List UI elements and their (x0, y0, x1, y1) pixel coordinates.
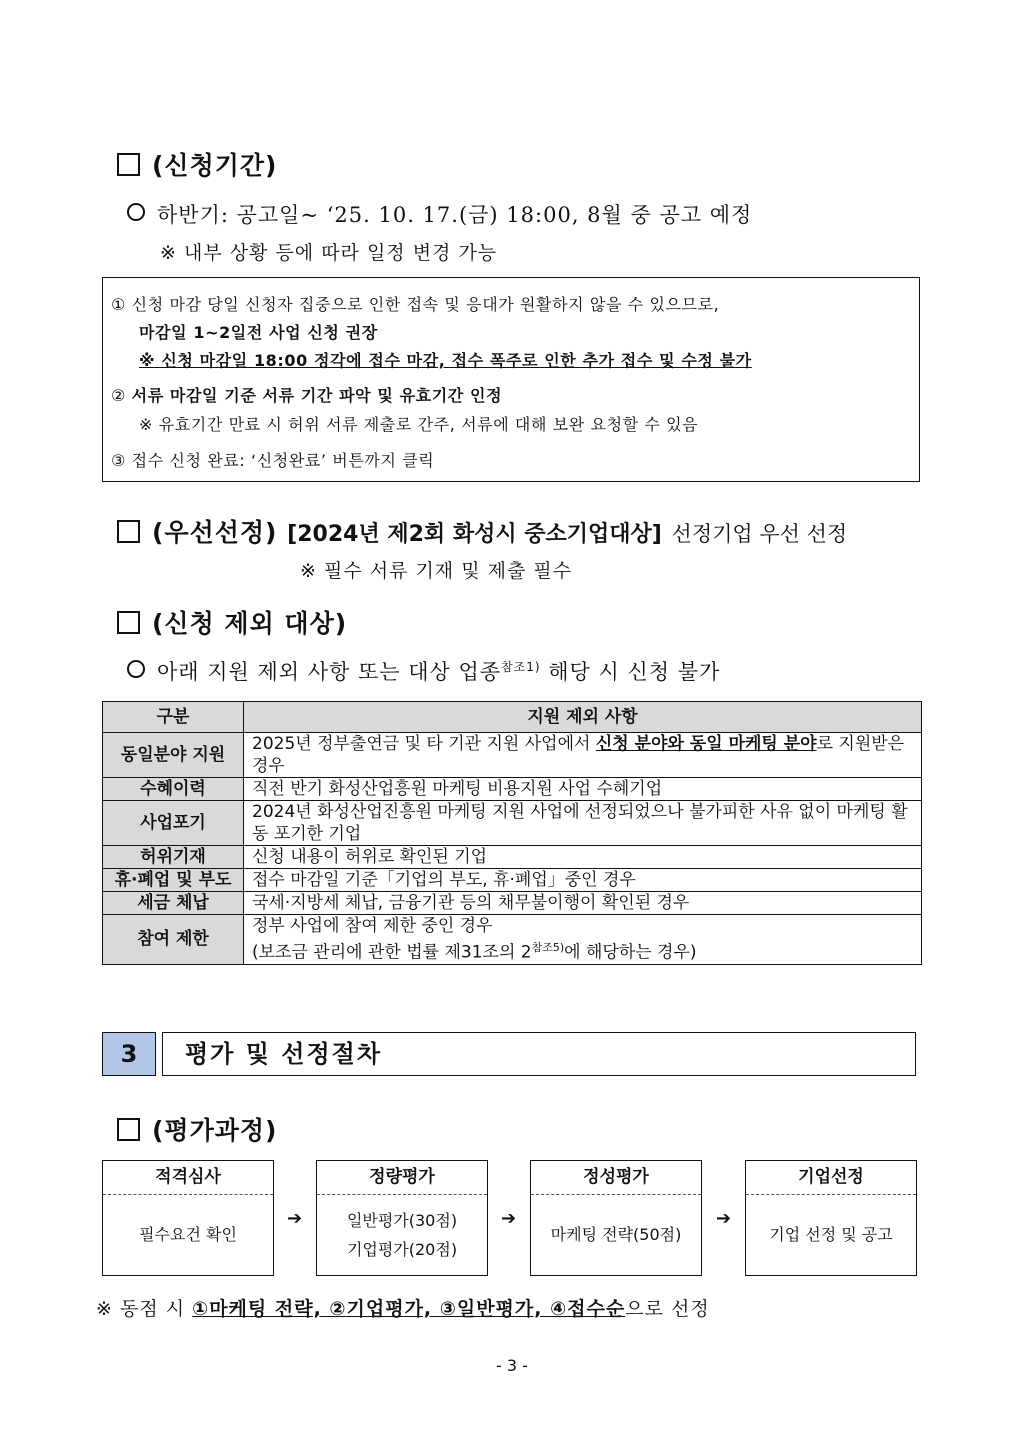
period-line: 하반기: 공고일~ ‘25. 10. 17.(금) 18:00, 8월 중 공고 예정 (127, 199, 752, 229)
row-category: 세금 체납 (103, 892, 244, 915)
heading-evaluation-process: (평가과정) (117, 1111, 277, 1147)
notice-item-1-bold: 마감일 1~2일전 사업 신청 권장 (139, 323, 378, 342)
checkbox-square-icon (117, 520, 140, 543)
heading-priority-selection: (우선선정) [2024년 제2회 화성시 중소기업대상] 선정기업 우선 선정 (117, 513, 847, 549)
notice-item-2-note: ※ 유효기간 만료 시 허위 서류 제출로 간주, 서류에 대해 보완 요청할 수 있음 (139, 415, 699, 434)
table-row (103, 869, 922, 892)
row-detail: 신청 내용이 허위로 확인된 기업 (244, 846, 922, 869)
checkbox-square-icon (117, 1118, 140, 1141)
row-detail: 정부 사업에 참여 제한 중인 경우 (보조금 관리에 관한 법률 제31조의 $2^{참조5)}$에 해당하는 경우) (244, 915, 922, 965)
page-number: - 3 - (496, 1356, 528, 1375)
table-header-detail: 지원 제외 사항 (244, 702, 922, 733)
row-detail: 접수 마감일 기준「기업의 부도, 휴·폐업」중인 경우 (244, 869, 922, 892)
row-category: 동일분야 지원 (103, 733, 244, 778)
arrow-right-icon: ➔ (501, 1208, 517, 1229)
row-detail: 직전 반기 화성산업흥원 마케팅 비용지원 사업 수혜기업 (244, 778, 922, 801)
section-number: 3 (102, 1032, 156, 1076)
row-category: 참여 제한 (103, 915, 244, 965)
row-detail: 국세·지방세 체납, 금융기관 등의 채무불이행이 확인된 경우 (244, 892, 922, 915)
step-detail: 기업 선정 및 공고 (769, 1225, 893, 1244)
tie-break-note: ※ 동점 시 ①마케팅 전략, ②기업평가, ③일반평가, ④접수순으로 선정 (96, 1298, 710, 1320)
step-title: 기업선정 (746, 1161, 916, 1195)
step-title: 적격심사 (103, 1161, 273, 1195)
exclusion-table (102, 701, 922, 965)
step-title: 정량평가 (317, 1161, 487, 1195)
step-detail: 필수요건 확인 (139, 1225, 237, 1244)
step-detail: 기업평가(20점) (346, 1239, 458, 1259)
arrow-right-icon: ➔ (287, 1208, 303, 1229)
process-step-quantitative (316, 1160, 488, 1276)
step-title: 정성평가 (531, 1161, 701, 1195)
checkbox-square-icon (117, 153, 140, 176)
table-row (103, 915, 922, 965)
row-detail: 2025년 정부출연금 및 타 기관 지원 사업에서 신청 분야와 동일 마케팅 분야로 지원받은 경우 (244, 733, 922, 778)
notice-box (102, 277, 920, 482)
process-step-selection (745, 1160, 917, 1276)
arrow-right-icon: ➔ (716, 1208, 732, 1229)
step-detail: 마케팅 전략(50점) (550, 1225, 682, 1244)
table-row (103, 778, 922, 801)
process-step-eligibility (102, 1160, 274, 1276)
hollow-circle-bullet-icon (127, 203, 145, 221)
section-title: 평가 및 선정절차 (162, 1032, 916, 1076)
priority-note: ※ 필수 서류 기재 및 제출 필수 (300, 560, 573, 582)
row-category: 휴·폐업 및 부도 (103, 869, 244, 892)
period-note: ※ 내부 상황 등에 따라 일정 변경 가능 (160, 242, 498, 264)
heading-application-period: (신청기간) (117, 146, 277, 182)
notice-item-3: ③ 접수 신청 완료: ‘신청완료’ 버튼까지 클릭 (111, 451, 435, 470)
step-detail: 일반평가(30점) (346, 1210, 458, 1230)
notice-item-1-warning: ※ 신청 마감일 18:00 정각에 접수 마감, 접수 폭주로 인한 추가 접수 및 수정 불가 (139, 351, 752, 370)
process-step-qualitative (530, 1160, 702, 1276)
table-row (103, 801, 922, 846)
table-header-row (103, 702, 922, 733)
table-row (103, 892, 922, 915)
heading-excluded: (신청 제외 대상) (117, 604, 347, 640)
row-category: 허위기재 (103, 846, 244, 869)
checkbox-square-icon (117, 611, 140, 634)
row-category: 수혜이력 (103, 778, 244, 801)
row-category: 사업포기 (103, 801, 244, 846)
row-detail: 2024년 화성산업진흥원 마케팅 지원 사업에 선정되었으나 불가피한 사유 없이 마케팅 활동 포기한 기업 (244, 801, 922, 846)
notice-item-1: ① 신청 마감 당일 신청자 집중으로 인한 접속 및 응대가 원활하지 않을 수 있으므로, (111, 295, 720, 314)
table-row (103, 733, 922, 778)
notice-item-2: ② 서류 마감일 기준 서류 기간 파악 및 유효기간 인정 (111, 386, 503, 405)
excluded-line: 아래 지원 제외 사항 또는 대상 업종$^{참조1)}$ 해당 시 신청 불가 (127, 656, 720, 686)
hollow-circle-bullet-icon (127, 660, 145, 678)
table-header-category: 구분 (103, 702, 244, 733)
table-row (103, 846, 922, 869)
